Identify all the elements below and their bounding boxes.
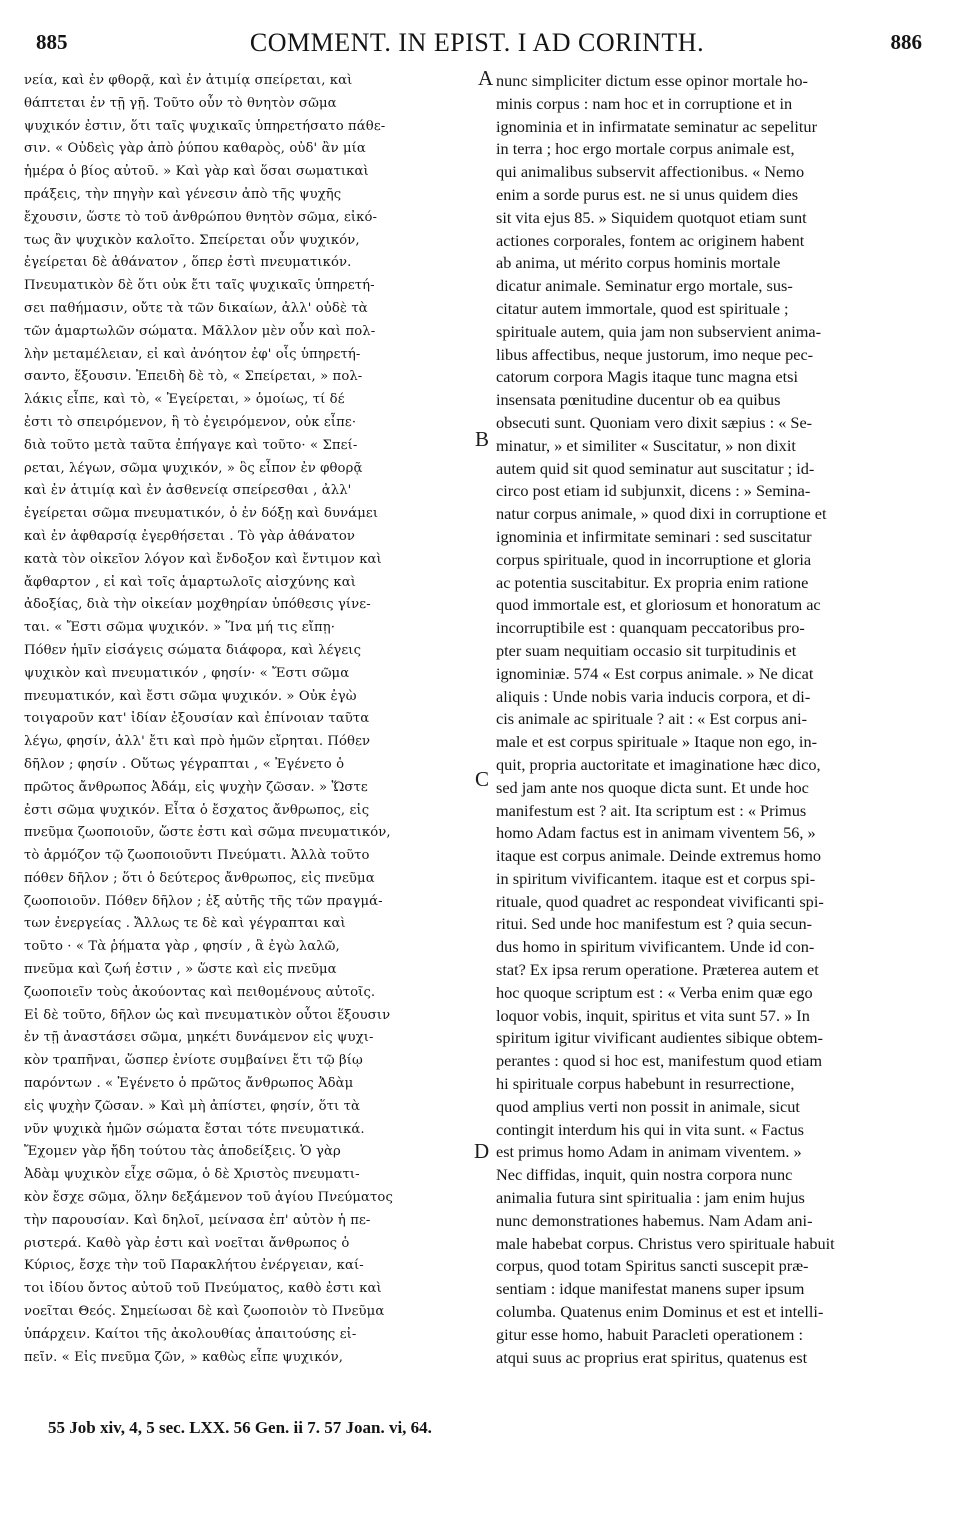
latin-text-line: pter suam nequitiam occasio sit turpitudinis et xyxy=(496,640,797,660)
latin-column xyxy=(496,70,924,1369)
greek-text-line: πνεῦμα ζωοποιοῦν, ὥστε ἐστι καὶ σῶμα πνευματικόν, xyxy=(24,825,391,841)
greek-text-line: σει παθήμασιν, οὔτε τὰ τῶν δικαίων, ἀλλ' οὐδὲ τὰ xyxy=(24,300,368,316)
greek-text-line: Εἰ δὲ τοῦτο, δῆλον ὡς καὶ πνευματικὸν οὗτοι ἕξουσιν xyxy=(24,1007,391,1023)
latin-text-line: loquor vobis, inquit, spiritus et vita sunt 57. » In xyxy=(496,1005,810,1025)
greek-text-line: τοῦτο · « Τὰ ῥήματα γὰρ , φησίν , ἃ ἐγὼ λαλῶ, xyxy=(24,939,340,955)
greek-text-line: παρόντων . « Ἐγένετο ὁ πρῶτος ἄνθρωπος Ἀδὰμ xyxy=(24,1076,354,1092)
greek-text-line: Κύριος, ἔσχε τὴν τοῦ Παρακλήτου ἐνέργειαν, καί- xyxy=(24,1258,364,1274)
latin-text-line: corpus spirituale, quod in incorruptione et gloria xyxy=(496,549,812,569)
greek-text-line: ἀδοξίας, διὰ τὴν οἰκείαν μοχθηρίαν ὑπόθεσις γίνε- xyxy=(24,597,371,613)
latin-text-line: sentiam : idque manifestat manens super ipsum xyxy=(496,1279,805,1299)
greek-text-line: θάπτεται ἐν τῇ γῇ. Τοῦτο οὖν τὸ θνητὸν σῶμα xyxy=(24,95,337,111)
greek-text-line: πνεῦμα καὶ ζωή ἐστιν , » ὥστε καὶ εἰς πνεῦμα xyxy=(24,962,337,978)
latin-text-line: perantes : quod si hoc est, manifestum quod etiam xyxy=(496,1051,823,1071)
latin-text-line: gitur esse homo, habuit Paracleti operationem : xyxy=(496,1324,803,1344)
latin-text-line: minis corpus : nam hoc et in corruptione et in xyxy=(496,93,793,113)
latin-text-line: ignominiæ. 574 « Est corpus animale. » Ne dicat xyxy=(496,663,814,683)
latin-text-line: itaque est corpus animale. Deinde extremus homo xyxy=(496,846,822,866)
latin-text-line: quod immortale est, et gloriosum et honoratum ac xyxy=(496,595,821,615)
page-header xyxy=(32,26,922,66)
greek-text-line: κὸν τραπῆναι, ὥσπερ ἐνίοτε συμβαίνει ἔτι τῷ βίῳ xyxy=(24,1053,363,1069)
greek-text-line: κατὰ τὸν οἰκεῖον λόγον καὶ ἔνδοξον καὶ ἔντιμον καὶ xyxy=(24,551,382,567)
margin-marker-d: D xyxy=(474,1139,490,1163)
latin-text-line: insensata pœnitudine ducentur ob ea quibus xyxy=(496,390,781,410)
latin-text-line: quit, propria auctoritate et imaginatione hæc dico, xyxy=(496,754,821,774)
greek-text-line: καὶ ἐν ἀφθαρσίᾳ ἐγερθήσεται . Τὸ γὰρ ἀθάνατον xyxy=(24,528,356,544)
greek-text-line: ζωοποιεῖν τοὺς ἀκούοντας καὶ πειθομένους αὐτοῖς. xyxy=(24,984,376,1000)
latin-text-line: ac potentia suscitabitur. Ex propria enim ratione xyxy=(496,572,809,592)
latin-text-line: ab anima, ut mérito corpus hominis mortale xyxy=(496,253,781,273)
greek-text-line: νοεῖται Θεός. Σημείωσαι δὲ καὶ ζωοποιὸν τὸ Πνεῦμα xyxy=(24,1304,385,1320)
latin-text-line: incorruptibile est : quanquam peccatoribus pro- xyxy=(496,618,805,638)
latin-text-line: obsecuti sunt. Quoniam vero dixit sæpius : « Se- xyxy=(496,412,813,432)
latin-text-line: ritui. Sed unde hoc manifestum est ? quia secun- xyxy=(496,914,813,934)
greek-text-line: πνευματικόν, καὶ ἔστι σῶμα ψυχικόν. » Οὐκ ἐγὼ xyxy=(24,688,357,704)
latin-text-line: male habebat corpus. Christus vero spirituale habuit xyxy=(496,1233,835,1253)
latin-text-line: corpus, quod totam Spiritus sancti suscepit præ- xyxy=(496,1256,809,1276)
margin-marker-a: A xyxy=(478,66,494,90)
greek-text-line: σαντο, ἕξουσιν. Ἐπειδὴ δὲ τὸ, « Σπείρεται, » πολ- xyxy=(24,369,363,385)
latin-text-line: quod amplius verti non possit in animale, sicut xyxy=(496,1096,800,1116)
latin-text-line: ignominia et infirmitate seminari : sed suscitatur xyxy=(496,526,812,546)
latin-text-line: spirituale autem, quia jam non subservient anima- xyxy=(496,321,822,341)
greek-text-line: εἰς ψυχὴν ζῶσαν. » Καὶ μὴ ἀπίστει, φησίν, ὅτι τὰ xyxy=(24,1098,361,1114)
latin-text-line: manifestum est ? ait. Ita scriptum est : « Primus xyxy=(496,800,807,820)
greek-text-line: τῶν ἁμαρτωλῶν σώματα. Μᾶλλον μὲν οὖν καὶ πολ- xyxy=(24,323,376,339)
greek-text-line: σιν. « Οὐδεὶς γὰρ ἀπὸ ῥύπου καθαρὸς, οὐδ' ἂν μία xyxy=(24,141,366,157)
latin-text-line: hi spirituale corpus habebunt in resurrectione, xyxy=(496,1074,795,1094)
latin-text-line: rituale, quod quadret ac respondeat vivificanti spi- xyxy=(496,891,824,911)
running-title: COMMENT. IN EPIST. I AD CORINTH. xyxy=(249,28,705,57)
latin-text-line: Nec diffidas, inquit, quin nostra corpora nunc xyxy=(496,1165,793,1185)
greek-text-line: καὶ ἐν ἀτιμίᾳ καὶ ἐν ἀσθενείᾳ σπείρεσθαι , ἀλλ' xyxy=(24,483,352,499)
greek-text-line: των ἐνεργείας . Ἄλλως τε δὲ καὶ γέγραπται καὶ xyxy=(24,916,346,932)
latin-text-line: columba. Quatenus enim Dominus et est et intelli- xyxy=(496,1302,824,1322)
greek-text-line: λέγω, φησίν, ἀλλ' ἔτι καὶ πρὸ ἡμῶν εἴρηται. Πόθεν xyxy=(24,734,371,750)
latin-text-line: natur corpus animale, » quod dixi in corruptione et xyxy=(496,504,827,524)
greek-text-line: δῆλον ; φησίν . Οὕτως γέγραπται , « Ἐγένετο ὁ xyxy=(24,756,345,772)
greek-column xyxy=(24,70,476,1369)
latin-text-line: sed jam ante nos quoque dicta sunt. Et unde hoc xyxy=(496,777,809,797)
latin-text-line: qui animalibus subservit affectionibus. « Nemo xyxy=(496,162,805,182)
margin-marker-c: C xyxy=(475,767,490,791)
greek-text-line: Ἀδὰμ ψυχικὸν εἶχε σῶμα, ὁ δὲ Χριστὸς πνευματι- xyxy=(24,1167,360,1183)
greek-text-line: ἔχουσιν, ὥστε τὸ τοῦ ἀνθρώπου θνητὸν σῶμα, εἰκό- xyxy=(24,209,378,225)
latin-text-line: cis animale ac spirituale ? ait : « Est corpus ani- xyxy=(496,709,808,729)
latin-text-line: nunc demonstrationes habemus. Nam Adam ani- xyxy=(496,1210,813,1230)
greek-text-line: Πνευματικὸν δὲ ὅτι οὐκ ἔτι ταῖς ψυχικαῖς ὑπηρετή- xyxy=(24,278,375,294)
greek-text-line: τως ἂν ψυχικὸν καλοῖτο. Σπείρεται οὖν ψυχικόν, xyxy=(24,232,360,248)
latin-text-line: sit vita ejus 85. » Siquidem quotquot etiam sunt xyxy=(496,207,807,227)
latin-text-line: in terra ; hoc ergo mortale corpus animale est, xyxy=(496,139,795,159)
greek-text-line: ἐγείρεται δὲ ἀθάνατον , ὅπερ ἐστὶ πνευματικόν. xyxy=(24,255,352,271)
greek-text-line: διὰ τοῦτο μετὰ ταῦτα ἐπήγαγε καὶ τοῦτο· « Σπεί- xyxy=(24,437,358,453)
greek-text-line: ἐν τῇ ἀναστάσει σῶμα, μηκέτι δυνάμενον εἰς ψυχι- xyxy=(24,1030,374,1046)
latin-text-line: nunc simpliciter dictum esse opinor mortale ho- xyxy=(496,71,808,90)
greek-text-line: λάκις εἶπε, καὶ τὸ, « Ἐγείρεται, » ὁμοίως, τί δέ xyxy=(24,392,345,408)
latin-text-line: spiritum igitur vivificant audientes sibique obtem- xyxy=(496,1028,823,1048)
greek-text-line: τοι ἰδίου ὄντος αὐτοῦ τοῦ Πνεύματος, καθὸ ἐστι καὶ xyxy=(24,1281,382,1297)
latin-text-line: male et est corpus spirituale » Itaque non ego, in- xyxy=(496,732,818,752)
latin-text-line: est primus homo Adam in animam viventem. » xyxy=(496,1142,802,1162)
greek-text-line: Πόθεν ἡμῖν εἰσάγεις σώματα διάφορα, καὶ λέγεις xyxy=(24,642,362,658)
greek-text-line: ἡμέρα ὁ βίος αὐτοῦ. » Καὶ γὰρ καὶ ὅσαι σωματικαὶ xyxy=(24,164,369,180)
greek-text-line: τὸ ἁρμόζον τῷ ζωοποιοῦντι Πνεύματι. Ἀλλὰ τοῦτο xyxy=(24,848,370,864)
latin-text-line: homo Adam factus est in animam viventem 56, » xyxy=(496,823,816,843)
latin-text-line: libus affectibus, neque justorum, imo neque pec- xyxy=(496,344,814,364)
latin-text-line: minatur, » et similiter « Suscitatur, » non dixit xyxy=(496,435,796,455)
greek-text-line: ὑπάρχειν. Καίτοι τῆς ἀκολουθίας ἀπαιτούσης εἰ- xyxy=(24,1326,357,1342)
latin-text-line: ignominia et in infirmatate seminatur ac sepelitur xyxy=(496,116,817,136)
greek-text-line: ψυχικὸν καὶ πνευματικόν , φησίν· « Ἔστι σῶμα xyxy=(24,665,350,681)
latin-text-line: stat? Ex ipsa rerum operatione. Præterea autem et xyxy=(496,960,819,980)
greek-text-line: πρῶτος ἄνθρωπος Ἀδάμ, εἰς ψυχὴν ζῶσαν. » Ὥστε xyxy=(24,779,368,795)
greek-text-line: ψυχικόν ἐστιν, ὅτι ταῖς ψυχικαῖς ὑπηρετήσατο πάθε- xyxy=(24,118,386,134)
greek-text-line: ριστερά. Καθὸ γὰρ ἐστι καὶ νοεῖται ἄνθρωπος ὁ xyxy=(24,1235,350,1251)
latin-text-line: dus homo in spiritum vivificantem. Unde id con- xyxy=(496,937,815,957)
greek-text-line: τοιγαροῦν κατ' ἰδίαν ἐξουσίαν καὶ ἐπίνοιαν ταῦτα xyxy=(24,711,370,727)
latin-text-line: enim a sorde purus est. ne si unus quidem dies xyxy=(496,184,799,204)
margin-marker-b: B xyxy=(475,427,490,451)
latin-text-line: animalia futura sint spiritualia : jam enim hujus xyxy=(496,1188,805,1208)
greek-text-line: Ἔχομεν γὰρ ἤδη τούτου τὰς ἀποδείξεις. Ὁ γὰρ xyxy=(24,1144,341,1160)
greek-text-line: νεία, καὶ ἐν φθορᾷ, καὶ ἐν ἀτιμίᾳ σπείρεται, καὶ xyxy=(24,73,353,88)
footnotes: 55 Job xiv, 4, 5 sec. LXX. 56 Gen. ii 7. 57 Joan. vi, 64. xyxy=(48,1418,432,1437)
greek-text-line: λὴν μεταμέλειαν, εἰ καὶ ἀνόητον ἐφ' οἷς ὑπηρετή- xyxy=(24,346,361,362)
latin-text-line: catorum corpora Magis itaque tunc magna etsi xyxy=(496,367,799,387)
greek-text-line: ἐστι τὸ σπειρόμενον, ἢ τὸ ἐγειρόμενον, οὐκ εἶπε· xyxy=(24,414,357,430)
greek-text-line: ἐστι σῶμα ψυχικόν. Εἶτα ὁ ἔσχατος ἄνθρωπος, εἰς xyxy=(24,802,370,818)
latin-text-line: in spiritum vivificantem. itaque est et corpus spi- xyxy=(496,868,816,888)
latin-text-line: dicatur animale. Seminatur ergo mortale, sus- xyxy=(496,276,793,296)
greek-text-line: ται. « Ἔστι σῶμα ψυχικόν. » Ἵνα μή τις εἴπῃ· xyxy=(24,620,336,636)
greek-text-line: πόθεν δῆλον ; ὅτι ὁ δεύτερος ἄνθρωπος, εἰς πνεῦμα xyxy=(24,870,375,886)
greek-text-line: νῦν ψυχικὰ ἡμῶν σώματα ἔσται τότε πνευματικά. xyxy=(24,1121,365,1137)
latin-text-line: contingit interdum his qui in vita sunt. « Factus xyxy=(496,1119,804,1139)
greek-text-line: πεῖν. « Εἰς πνεῦμα ζῶν, » καθὼς εἶπε ψυχικόν, xyxy=(24,1349,343,1365)
latin-text-line: citatur autem immortale, quod est spirituale ; xyxy=(496,298,789,318)
greek-text-line: κὸν ἔσχε σῶμα, ὅλην δεξάμενον τοῦ ἁγίου Πνεύματος xyxy=(24,1190,393,1206)
greek-text-line: πράξεις, τὴν πηγὴν καὶ γένεσιν ἀπὸ τῆς ψυχῆς xyxy=(24,186,342,202)
latin-text-line: atqui suus ac proprius erat spiritus, quatenus est xyxy=(496,1347,808,1367)
page-number-left: 885 xyxy=(36,30,68,54)
latin-text-line: actiones corporales, fontem ac originem habent xyxy=(496,230,805,250)
greek-text-line: τὴν παρουσίαν. Καὶ δηλοῖ, μείνασα ἐπ' αὐτὸν ἡ πε- xyxy=(24,1212,371,1228)
latin-text-line: aliquis : Unde nobis varia inducis corpora, et di- xyxy=(496,686,811,706)
greek-text-line: ρεται, λέγων, σῶμα ψυχικόν, » ὃς εἶπον ἐν φθορᾷ xyxy=(24,460,363,476)
greek-text-line: ζωοποιοῦν. Πόθεν δῆλον ; ἐξ αὐτῆς τῆς τῶν πραγμά- xyxy=(24,893,383,909)
latin-text-line: circo post etiam id subjunxit, dicens : » Semina- xyxy=(496,481,811,501)
page-number-right: 886 xyxy=(890,30,922,54)
latin-text-line: autem quid sit quod seminatur aut suscitatur ; id- xyxy=(496,458,815,478)
greek-text-line: ἄφθαρτον , εἰ καὶ τοῖς ἁμαρτωλοῖς αἰσχύνης καὶ xyxy=(24,574,356,590)
greek-text-line: ἐγείρεται σῶμα πνευματικόν, ὁ ἐν δόξῃ καὶ δυνάμει xyxy=(24,506,379,522)
latin-text-line: hoc quoque scriptum est : « Verba enim quæ ego xyxy=(496,982,813,1002)
